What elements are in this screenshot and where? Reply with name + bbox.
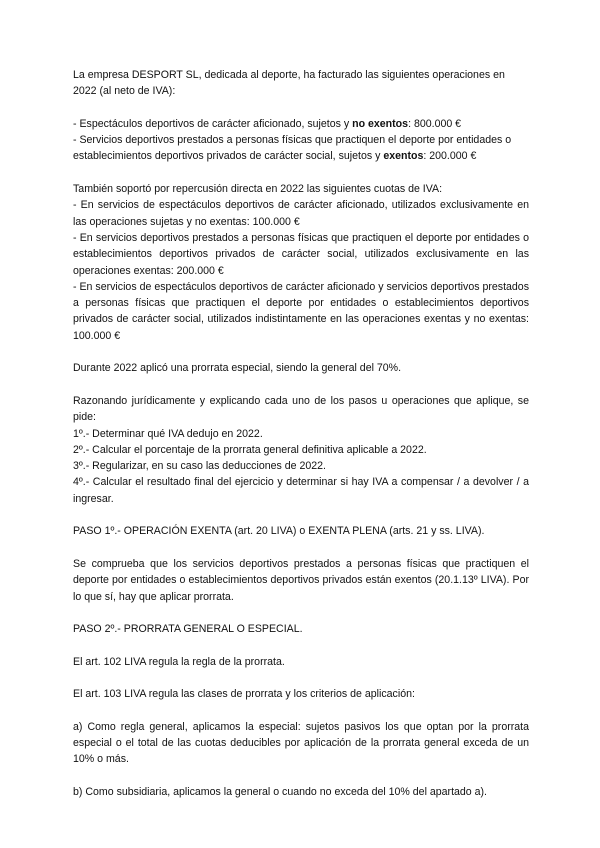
operation-1-bold: no exentos [352,117,409,130]
paso1-title: PASO 1º.- OPERACIÓN EXENTA (art. 20 LIVA) o EXENTA PLENA (arts. 21 y ss. LIVA). [73,525,485,538]
art102-text: El art. 102 LIVA regula la regla de la prorrata. [73,655,285,668]
operations-list [73,116,529,165]
cuotas-intro: También soportó por repercusión directa en 2022 las siguientes cuotas de IVA: [73,183,443,196]
cuota-item-2: - En servicios deportivos prestados a personas físicas que practiquen el deporte por entidades o establecimientos deportivos privados de carácter social, utilizados exclusivamente en las operaciones exentas: 200.000 € [73,231,529,277]
document-body [73,67,529,817]
art103-text: El art. 103 LIVA regula las clases de prorrata y los criterios de aplicación: [73,688,415,701]
paso1-text: Se comprueba que los servicios deportivos prestados a personas físicas que practiquen el deporte por entidades o establecimientos deportivos privados están exentos (20.1.13º LIVA). Por lo que sí, hay que aplicar prorrata. [73,557,529,603]
questions-section [73,393,529,507]
operation-2-text: - Servicios deportivos prestados a personas físicas que practiquen el deporte por entidades o establecimientos deportivos privados de carácter social, sujetos y [73,134,512,163]
cuotas-section [73,181,529,344]
operation-2-amount: : 200.000 € [423,150,477,163]
paso2-title: PASO 2º.- PRORRATA GENERAL O ESPECIAL. [73,623,303,636]
cuota-item-3: - En servicios de espectáculos deportivos de carácter aficionado y servicios deportivos prestados a personas físicas que practiquen el deporte por entidades o establecimientos deportivos privados de carácter social, utilizados indistintamente en las operaciones exentas y no exentas: 100.000 € [73,280,529,342]
question-2: 2º.- Calcular el porcentaje de la prorrata general definitiva aplicable a 2022. [73,443,427,456]
operation-2-bold: exentos [383,150,424,163]
questions-intro: Razonando jurídicamente y explicando cada uno de los pasos u operaciones que aplique, se pide: [73,394,529,424]
rule-a-text: a) Como regla general, aplicamos la especial: sujetos pasivos los que optan por la prorrata especial o el total de las cuotas deducibles por aplicación de la prorrata general exceda de un 10% o más. [73,720,529,766]
operation-1-amount: : 800.000 € [408,117,462,130]
operation-item-1 [73,116,529,132]
rule-b-text: b) Como subsidiaria, aplicamos la general o cuando no exceda del 10% del apartado a). [73,786,487,799]
operation-1-text: - Espectáculos deportivos de carácter aficionado, sujetos y [73,117,353,130]
question-3: 3º.- Regularizar, en su caso las deducciones de 2022. [73,460,326,473]
prorrata-note: Durante 2022 aplicó una prorrata especial, siendo la general del 70%. [73,362,402,375]
intro-paragraph: La empresa DESPORT SL, dedicada al deporte, ha facturado las siguientes operaciones en 2022 (al neto de IVA): [73,69,505,98]
cuota-item-1: - En servicios de espectáculos deportivos de carácter aficionado, utilizados exclusivamente en las operaciones sujetas y no exentas: 100.000 € [73,199,529,228]
question-4: 4º.- Calcular el resultado final del ejercicio y determinar si hay IVA a compensar / a devolver / a ingresar. [73,476,529,505]
operation-item-2 [73,132,529,165]
question-1: 1º.- Determinar qué IVA dedujo en 2022. [73,427,263,440]
